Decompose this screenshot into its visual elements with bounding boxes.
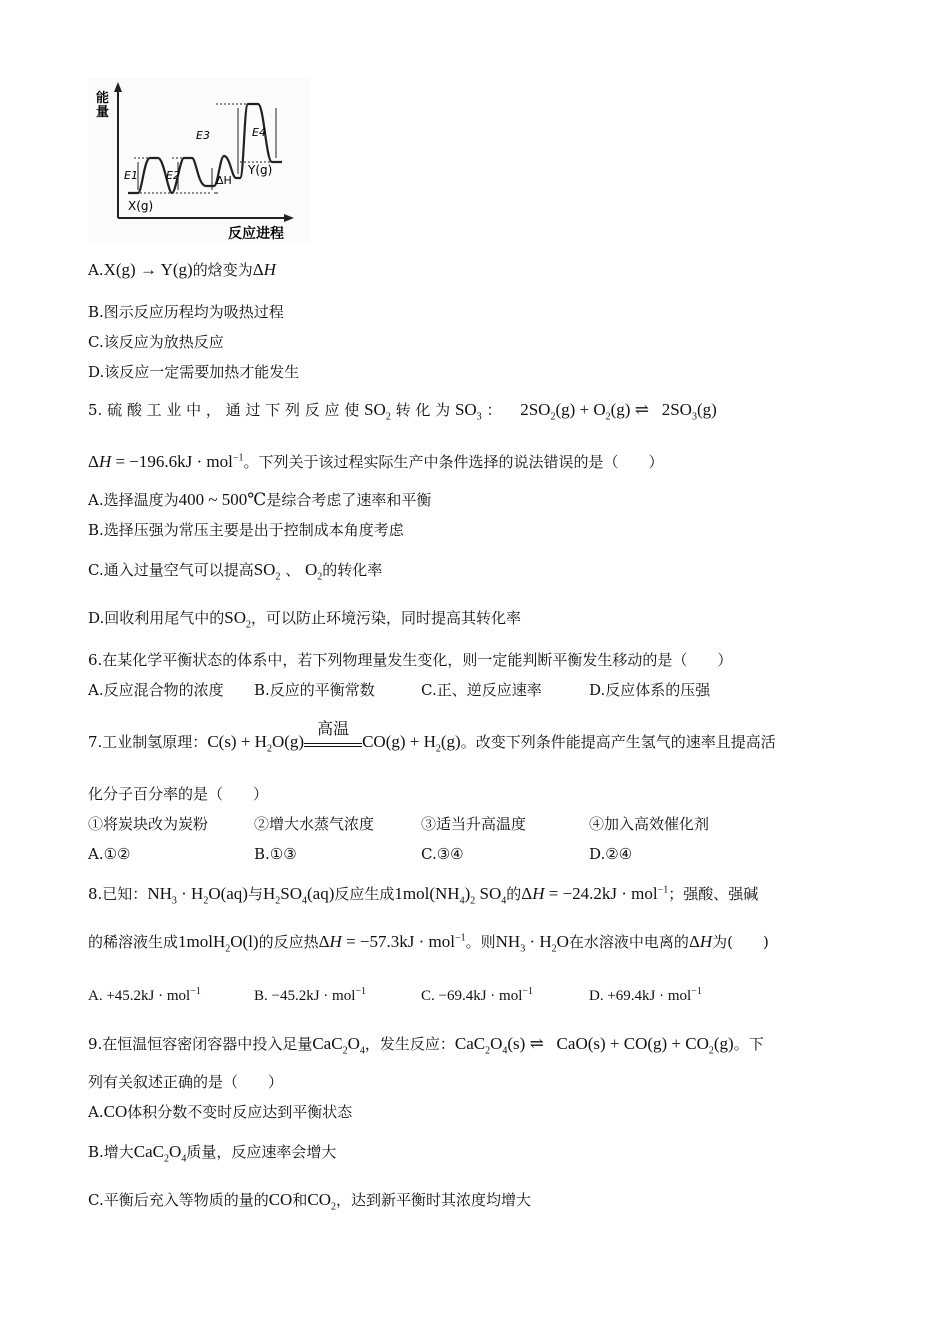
q7-option-b: B.①③: [254, 845, 297, 863]
q7-option-a: A.①②: [88, 845, 131, 863]
y-axis-label-1: 能: [96, 91, 110, 106]
q4-option-a: A.X(g) → Y(g)的焓变为ΔH: [88, 260, 276, 279]
label-e3: E3: [196, 129, 210, 142]
label-dh: ΔH: [216, 174, 232, 187]
q5-option-a: A.选择温度为400 ~ 500℃是综合考虑了速率和平衡: [88, 490, 432, 509]
q7-item-1: ①将炭块改为炭粉: [88, 815, 209, 833]
q5-option-d: D.回收利用尾气中的$SO_2$，可以防止环境污染，同时提高其转化率: [88, 608, 522, 631]
q5-stem-line1: 5. 硫 酸 工 业 中 ， 通 过 下 列 反 应 使 $SO_2$ 转 化 为 $SO_3$ ： $2SO_2(g) + O_2(g)$ ⇌ $2SO_3(g)$: [88, 400, 717, 423]
q8-option-b: B. −45.2kJ · mol$^{-1}$: [254, 986, 367, 1004]
label-xg: X(g): [128, 199, 154, 213]
q6-option-b: B.反应的平衡常数: [254, 681, 375, 699]
q6-option-d: D.反应体系的压强: [589, 681, 711, 699]
q7-option-c: C.③④: [421, 845, 464, 863]
q7-item-2: ②增大水蒸气浓度: [254, 815, 375, 833]
label-e4: E4: [252, 126, 266, 139]
q5-stem-line2: ΔH = −196.6kJ · mol$^{-1}$。下列关于该过程实际生产中条件选择的说法错误的是（ ）: [88, 452, 664, 471]
q7-stem-line2: 化分子百分率的是（ ）: [88, 785, 269, 803]
q9-stem-line2: 列有关叙述正确的是（ ）: [88, 1073, 284, 1091]
q7-item-3: ③适当升高温度: [421, 815, 527, 833]
x-axis-label: 反应进程: [228, 226, 284, 242]
q4-option-b: B.图示反应历程均为吸热过程: [88, 303, 284, 321]
q6-option-c: C.正、逆反应速率: [421, 681, 542, 699]
label-e2: E2: [166, 169, 180, 182]
q8-option-a: A. +45.2kJ · mol$^{-1}$: [88, 986, 201, 1004]
q8-stem-line1: 8.已知：$NH_3 \cdot H_2O(aq)$与$H_2SO_4(aq)$反应生成$1mol(NH_4)_2$ $SO_4$的ΔH = −24.2kJ · mol$^{-1}$；强酸、强碱: [88, 884, 759, 907]
q4-option-c: C.该反应为放热反应: [88, 333, 224, 351]
label-yg: Y(g): [248, 163, 273, 177]
q6-stem: 6.在某化学平衡状态的体系中，若下列物理量发生变化，则一定能判断平衡发生移动的是（ ）: [88, 651, 733, 669]
y-axis-label-2: 量: [96, 105, 110, 120]
q8-option-c: C. −69.4kJ · mol$^{-1}$: [421, 986, 534, 1004]
q6-option-a: A.反应混合物的浓度: [88, 681, 224, 699]
q7-option-d: D.②④: [589, 845, 633, 863]
q8-option-d: D. +69.4kJ · mol$^{-1}$: [589, 986, 702, 1004]
label-e1: E1: [124, 169, 138, 182]
q8-stem-line2: 的稀溶液生成1molH$_2$O(l)的反应热ΔH = −57.3kJ · mol$^{-1}$。则$NH_3 \cdot H_2O$在水溶液中电离的ΔH为( ): [88, 932, 769, 955]
q5-option-c: C.通入过量空气可以提高$SO_2$ 、 $O_2$的转化率: [88, 560, 383, 583]
q4-option-d: D.该反应一定需要加热才能发生: [88, 363, 300, 381]
q9-stem-line1: 9.在恒温恒容密闭容器中投入足量$CaC_2O_4$，发生反应：$CaC_2O_4(s)$ ⇌ $CaO(s) + CO(g) + CO_2(g)$。下: [88, 1034, 764, 1057]
q7-condition: 高温: [317, 719, 350, 738]
q9-option-a: A.CO体积分数不变时反应达到平衡状态: [88, 1102, 353, 1121]
q7-stem-line1: 7.工业制氢原理：$C(s) + H_2O(g)$ 高温 $CO(g) + H_2(g)$。改变下列条件能提高产生氢气的速率且提高活: [88, 719, 776, 755]
q9-option-c: C.平衡后充入等物质的量的CO和$CO_2$，达到新平衡时其浓度均增大: [88, 1190, 531, 1213]
q7-item-4: ④加入高效催化剂: [589, 815, 710, 833]
q5-option-b: B.选择压强为常压主要是出于控制成本角度考虑: [88, 521, 404, 539]
energy-diagram: [88, 78, 310, 244]
q9-option-b: B.增大$CaC_2O_4$质量，反应速率会增大: [88, 1142, 337, 1165]
